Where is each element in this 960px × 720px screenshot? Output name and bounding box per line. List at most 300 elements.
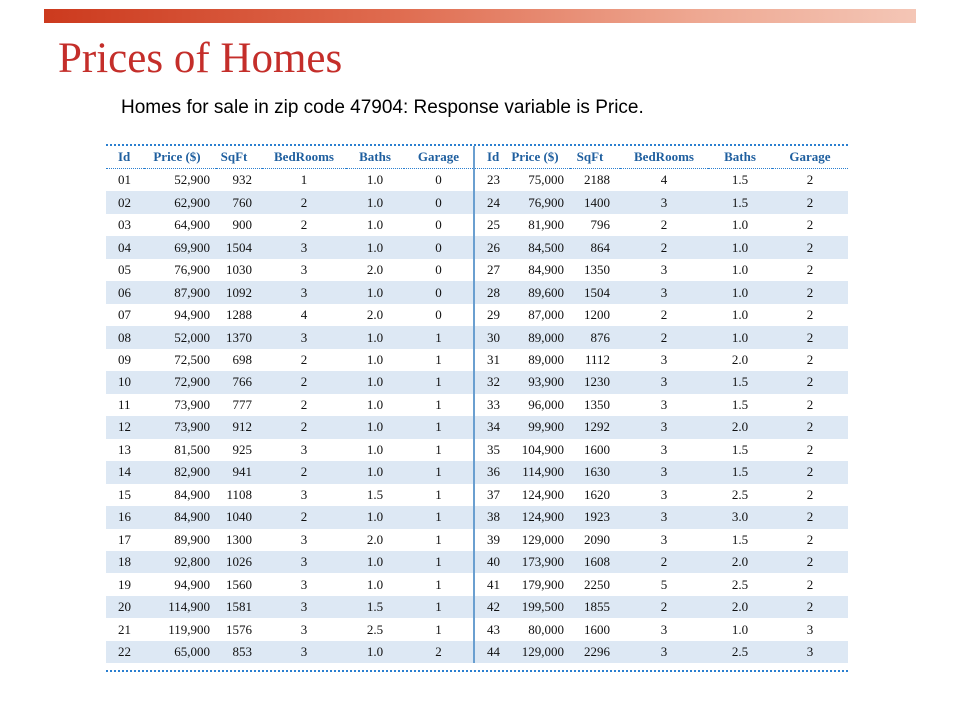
cell-price: 82,900: [144, 461, 216, 483]
cell-id: 16: [106, 506, 144, 528]
cell-baths: 1.0: [346, 551, 404, 573]
cell-bedrooms: 3: [300, 262, 308, 278]
cell-garage: 2: [806, 172, 814, 188]
cell-sqft: 1030: [226, 262, 252, 278]
cell-id: 09: [118, 351, 131, 367]
cell-garage: 2: [806, 396, 814, 412]
cell-baths: 2.5: [731, 576, 749, 592]
cell-sqft: 1292: [570, 416, 620, 438]
cell-garage: 2: [806, 486, 814, 502]
header-sqft-right: SqFt: [570, 146, 620, 169]
cell-id: 38: [474, 506, 506, 528]
cell-id: 19: [118, 576, 131, 592]
cell-price: 94,900: [174, 576, 210, 592]
cell-baths: 1.5: [731, 396, 749, 412]
table-row: [106, 551, 848, 573]
cell-sqft: 1230: [570, 371, 620, 393]
cell-price: 87,900: [144, 281, 216, 303]
header-baths-right: Baths: [708, 146, 772, 169]
cell-sqft: 1504: [216, 236, 262, 258]
table-row: [106, 416, 848, 438]
cell-baths: 1.0: [731, 262, 749, 278]
header-price-left: Price ($): [144, 146, 216, 169]
cell-bedrooms: 3: [620, 641, 708, 663]
cell-bedrooms: 3: [620, 281, 708, 303]
cell-baths: 1.0: [366, 172, 384, 188]
cell-id: 08: [106, 326, 144, 348]
cell-sqft: 1600: [584, 621, 610, 637]
homes-table-container: [106, 144, 848, 672]
cell-garage: 2: [806, 217, 814, 233]
table-row: [106, 641, 848, 663]
cell-id: 24: [474, 191, 506, 213]
table-row: [106, 618, 848, 640]
cell-baths: 1.0: [731, 621, 749, 637]
cell-id: 25: [474, 214, 506, 236]
cell-sqft: 1620: [584, 486, 610, 502]
cell-id: 31: [474, 349, 506, 371]
cell-sqft: 1288: [226, 307, 252, 323]
table-row: [106, 349, 848, 371]
cell-baths: 1.5: [731, 531, 749, 547]
cell-price: 87,000: [528, 307, 564, 323]
cell-garage: 2: [772, 461, 848, 483]
cell-id: 35: [474, 439, 506, 461]
cell-price: 81,900: [528, 217, 564, 233]
cell-price: 80,000: [528, 621, 564, 637]
cell-garage: 1: [404, 461, 474, 483]
cell-garage: 3: [772, 641, 848, 663]
cell-price: 96,000: [528, 396, 564, 412]
cell-baths: 1.0: [366, 396, 384, 412]
cell-bedrooms: 2: [660, 307, 668, 323]
header-bedrooms-right: BedRooms: [620, 146, 708, 169]
cell-price: 65,000: [144, 641, 216, 663]
cell-sqft: 766: [216, 371, 262, 393]
table-row: [106, 214, 848, 236]
cell-garage: 1: [435, 351, 442, 367]
cell-garage: 2: [806, 262, 814, 278]
cell-price: 89,900: [174, 531, 210, 547]
cell-baths: 2.5: [731, 486, 749, 502]
cell-garage: 2: [772, 371, 848, 393]
cell-price: 94,900: [174, 307, 210, 323]
table-row: [106, 281, 848, 303]
table-row: [106, 506, 848, 528]
cell-baths: 1.0: [708, 236, 772, 258]
cell-bedrooms: 3: [262, 641, 346, 663]
cell-price: 81,500: [174, 441, 210, 457]
cell-bedrooms: 4: [300, 307, 308, 323]
cell-price: 52,000: [144, 326, 216, 348]
cell-garage: 1: [404, 596, 474, 618]
cell-baths: 1.0: [346, 461, 404, 483]
table-header-row: [106, 146, 848, 169]
cell-bedrooms: 2: [620, 326, 708, 348]
cell-bedrooms: 2: [300, 396, 308, 412]
cell-garage: 1: [404, 326, 474, 348]
table-row: [106, 259, 848, 281]
table-body: [106, 169, 848, 664]
table-row: [106, 573, 848, 595]
cell-id: 06: [106, 281, 144, 303]
cell-price: 124,900: [506, 506, 570, 528]
cell-id: 04: [106, 236, 144, 258]
cell-price: 93,900: [506, 371, 570, 393]
cell-baths: 1.0: [366, 351, 384, 367]
cell-id: 17: [118, 531, 131, 547]
cell-id: 32: [474, 371, 506, 393]
cell-price: 72,900: [144, 371, 216, 393]
cell-bedrooms: 3: [660, 441, 668, 457]
cell-price: 84,500: [506, 236, 570, 258]
cell-garage: 2: [772, 191, 848, 213]
cell-price: 129,000: [521, 531, 564, 547]
cell-price: 84,900: [528, 262, 564, 278]
slide-title: Prices of Homes: [58, 35, 343, 82]
table-row: [106, 326, 848, 348]
cell-sqft: 698: [232, 351, 252, 367]
cell-sqft: 1630: [570, 461, 620, 483]
accent-bar: [44, 9, 916, 23]
cell-sqft: 796: [590, 217, 610, 233]
cell-bedrooms: 2: [620, 236, 708, 258]
cell-bedrooms: 2: [262, 416, 346, 438]
cell-bedrooms: 3: [660, 621, 668, 637]
cell-garage: 2: [772, 281, 848, 303]
cell-garage: 2: [772, 551, 848, 573]
header-sqft-left: SqFt: [216, 146, 262, 169]
cell-price: 89,600: [506, 281, 570, 303]
cell-bedrooms: 3: [620, 191, 708, 213]
cell-id: 13: [118, 441, 131, 457]
cell-baths: 1.0: [708, 281, 772, 303]
cell-bedrooms: 1: [300, 172, 308, 188]
cell-bedrooms: 2: [620, 551, 708, 573]
cell-id: 22: [106, 641, 144, 663]
cell-garage: 0: [435, 217, 442, 233]
cell-id: 05: [118, 262, 131, 278]
cell-bedrooms: 3: [620, 371, 708, 393]
cell-garage: 0: [435, 307, 442, 323]
table-row: [106, 484, 848, 506]
cell-baths: 1.0: [366, 441, 384, 457]
cell-sqft: 932: [232, 172, 252, 188]
cell-baths: 1.0: [708, 326, 772, 348]
table-row: [106, 169, 848, 192]
cell-bedrooms: 3: [300, 531, 308, 547]
cell-id: 33: [474, 394, 506, 416]
table-row: [106, 596, 848, 618]
cell-price: 73,900: [174, 396, 210, 412]
header-garage-right: Garage: [772, 146, 848, 169]
homes-table: [106, 146, 848, 663]
cell-id: 18: [106, 551, 144, 573]
cell-baths: 2.0: [731, 351, 749, 367]
cell-baths: 1.0: [346, 236, 404, 258]
cell-sqft: 760: [216, 191, 262, 213]
cell-sqft: 925: [232, 441, 252, 457]
cell-price: 69,900: [144, 236, 216, 258]
cell-garage: 2: [772, 326, 848, 348]
cell-garage: 0: [404, 236, 474, 258]
cell-sqft: 1600: [584, 441, 610, 457]
cell-sqft: 2296: [570, 641, 620, 663]
table-row: [106, 394, 848, 416]
cell-sqft: 1581: [216, 596, 262, 618]
table-row: [106, 191, 848, 213]
cell-bedrooms: 2: [262, 461, 346, 483]
cell-baths: 1.0: [366, 576, 384, 592]
cell-id: 26: [474, 236, 506, 258]
cell-garage: 1: [435, 576, 442, 592]
cell-price: 73,900: [144, 416, 216, 438]
cell-sqft: 1370: [216, 326, 262, 348]
cell-price: 62,900: [144, 191, 216, 213]
cell-bedrooms: 4: [660, 172, 668, 188]
cell-garage: 2: [806, 307, 814, 323]
cell-price: 89,000: [506, 326, 570, 348]
cell-bedrooms: 3: [660, 351, 668, 367]
header-baths-left: Baths: [346, 146, 404, 169]
cell-bedrooms: 2: [262, 191, 346, 213]
cell-sqft: 1026: [216, 551, 262, 573]
cell-id: 34: [474, 416, 506, 438]
cell-price: 89,000: [528, 351, 564, 367]
cell-bedrooms: 3: [620, 416, 708, 438]
cell-id: 42: [474, 596, 506, 618]
table-row: [106, 371, 848, 393]
cell-price: 72,500: [174, 351, 210, 367]
cell-garage: 1: [435, 396, 442, 412]
table-row: [106, 529, 848, 551]
cell-garage: 1: [435, 486, 442, 502]
cell-sqft: 1560: [226, 576, 252, 592]
cell-price: 99,900: [506, 416, 570, 438]
cell-baths: 1.0: [346, 641, 404, 663]
table-row: [106, 439, 848, 461]
cell-bedrooms: 3: [660, 486, 668, 502]
cell-bedrooms: 3: [620, 506, 708, 528]
cell-bedrooms: 3: [262, 236, 346, 258]
cell-bedrooms: 3: [620, 461, 708, 483]
cell-sqft: 1400: [570, 191, 620, 213]
cell-baths: 1.0: [346, 506, 404, 528]
cell-sqft: 1504: [570, 281, 620, 303]
cell-sqft: 2090: [584, 531, 610, 547]
cell-price: 52,900: [174, 172, 210, 188]
cell-baths: 2.0: [708, 596, 772, 618]
cell-baths: 1.0: [366, 217, 384, 233]
table-row: [106, 236, 848, 258]
cell-id: 40: [474, 551, 506, 573]
cell-price: 64,900: [174, 217, 210, 233]
cell-garage: 2: [772, 236, 848, 258]
cell-price: 124,900: [521, 486, 564, 502]
cell-sqft: 876: [570, 326, 620, 348]
cell-baths: 1.0: [346, 281, 404, 303]
cell-garage: 1: [404, 551, 474, 573]
cell-bedrooms: 3: [660, 531, 668, 547]
cell-garage: 1: [435, 441, 442, 457]
cell-sqft: 1923: [570, 506, 620, 528]
cell-garage: 2: [772, 416, 848, 438]
header-garage-left: Garage: [404, 146, 474, 169]
cell-bedrooms: 2: [262, 371, 346, 393]
cell-sqft: 900: [232, 217, 252, 233]
cell-garage: 1: [404, 416, 474, 438]
cell-id: 11: [118, 396, 131, 412]
cell-sqft: 1108: [226, 486, 252, 502]
cell-baths: 2.0: [366, 262, 384, 278]
cell-bedrooms: 3: [300, 576, 308, 592]
cell-baths: 1.5: [708, 371, 772, 393]
cell-sqft: 1300: [226, 531, 252, 547]
cell-sqft: 2250: [584, 576, 610, 592]
cell-price: 199,500: [506, 596, 570, 618]
cell-baths: 2.0: [708, 416, 772, 438]
cell-garage: 2: [806, 351, 814, 367]
cell-garage: 0: [435, 172, 442, 188]
cell-id: 43: [474, 618, 506, 640]
cell-garage: 0: [435, 262, 442, 278]
cell-garage: 1: [404, 371, 474, 393]
cell-sqft: 1200: [584, 307, 610, 323]
cell-id: 10: [106, 371, 144, 393]
cell-id: 12: [106, 416, 144, 438]
cell-sqft: 1576: [226, 621, 252, 637]
cell-bedrooms: 2: [262, 506, 346, 528]
cell-sqft: 1350: [584, 396, 610, 412]
cell-price: 104,900: [521, 441, 564, 457]
cell-price: 173,900: [506, 551, 570, 573]
cell-bedrooms: 3: [262, 596, 346, 618]
cell-sqft: 1350: [584, 262, 610, 278]
cell-bedrooms: 3: [300, 486, 308, 502]
cell-baths: 1.5: [731, 441, 749, 457]
cell-price: 114,900: [144, 596, 216, 618]
cell-price: 76,900: [174, 262, 210, 278]
cell-price: 75,000: [528, 172, 564, 188]
cell-garage: 1: [404, 506, 474, 528]
cell-bedrooms: 3: [300, 621, 308, 637]
cell-garage: 2: [772, 596, 848, 618]
cell-price: 76,900: [506, 191, 570, 213]
table-row: [106, 304, 848, 326]
cell-garage: 0: [404, 191, 474, 213]
cell-id: 39: [474, 529, 506, 551]
cell-id: 44: [474, 641, 506, 663]
cell-sqft: 1112: [584, 351, 610, 367]
cell-sqft: 1092: [216, 281, 262, 303]
cell-baths: 1.0: [346, 416, 404, 438]
cell-garage: 0: [404, 281, 474, 303]
cell-sqft: 1855: [570, 596, 620, 618]
cell-sqft: 1608: [570, 551, 620, 573]
cell-bedrooms: 3: [300, 441, 308, 457]
cell-id: 21: [118, 621, 131, 637]
cell-id: 41: [474, 573, 506, 595]
cell-id: 15: [118, 486, 131, 502]
cell-price: 84,900: [174, 486, 210, 502]
cell-bedrooms: 3: [660, 396, 668, 412]
cell-sqft: 853: [216, 641, 262, 663]
cell-id: 27: [474, 259, 506, 281]
header-id-left: Id: [106, 146, 144, 169]
header-price-right: Price ($): [506, 146, 570, 169]
cell-bedrooms: 2: [300, 351, 308, 367]
cell-garage: 2: [772, 506, 848, 528]
cell-baths: 1.5: [708, 461, 772, 483]
cell-id: 07: [118, 307, 131, 323]
cell-id: 23: [474, 169, 506, 192]
cell-bedrooms: 3: [262, 281, 346, 303]
cell-garage: 2: [404, 641, 474, 663]
cell-sqft: 912: [216, 416, 262, 438]
cell-bedrooms: 2: [660, 217, 668, 233]
cell-sqft: 941: [216, 461, 262, 483]
cell-baths: 2.0: [366, 531, 384, 547]
header-bedrooms-left: BedRooms: [262, 146, 346, 169]
cell-price: 84,900: [144, 506, 216, 528]
table-row: [106, 461, 848, 483]
cell-id: 03: [118, 217, 131, 233]
cell-bedrooms: 2: [300, 217, 308, 233]
cell-bedrooms: 2: [620, 596, 708, 618]
cell-garage: 1: [435, 531, 442, 547]
cell-id: 37: [474, 484, 506, 506]
cell-id: 14: [106, 461, 144, 483]
cell-bedrooms: 3: [660, 262, 668, 278]
cell-baths: 1.0: [346, 191, 404, 213]
cell-id: 02: [106, 191, 144, 213]
cell-id: 36: [474, 461, 506, 483]
cell-id: 01: [118, 172, 131, 188]
slide-subtitle: Homes for sale in zip code 47904: Response variable is Price.: [121, 97, 644, 118]
cell-baths: 2.5: [366, 621, 384, 637]
cell-baths: 1.5: [731, 172, 749, 188]
cell-price: 114,900: [506, 461, 570, 483]
header-id-right: Id: [474, 146, 506, 169]
cell-baths: 1.0: [346, 326, 404, 348]
cell-price: 129,000: [506, 641, 570, 663]
cell-baths: 1.0: [731, 217, 749, 233]
cell-id: 29: [474, 304, 506, 326]
cell-garage: 2: [806, 531, 814, 547]
cell-baths: 1.5: [346, 596, 404, 618]
cell-baths: 1.5: [366, 486, 384, 502]
cell-sqft: 2188: [584, 172, 610, 188]
cell-price: 179,900: [521, 576, 564, 592]
cell-baths: 2.0: [708, 551, 772, 573]
cell-baths: 2.5: [708, 641, 772, 663]
cell-bedrooms: 5: [660, 576, 668, 592]
cell-baths: 2.0: [366, 307, 384, 323]
cell-id: 28: [474, 281, 506, 303]
cell-sqft: 1040: [216, 506, 262, 528]
cell-garage: 2: [806, 441, 814, 457]
cell-price: 92,800: [144, 551, 216, 573]
cell-bedrooms: 3: [262, 326, 346, 348]
cell-price: 119,900: [168, 621, 210, 637]
cell-garage: 1: [435, 621, 442, 637]
cell-baths: 1.0: [731, 307, 749, 323]
cell-garage: 2: [806, 576, 814, 592]
cell-sqft: 864: [570, 236, 620, 258]
cell-id: 30: [474, 326, 506, 348]
cell-baths: 1.5: [708, 191, 772, 213]
cell-baths: 3.0: [708, 506, 772, 528]
